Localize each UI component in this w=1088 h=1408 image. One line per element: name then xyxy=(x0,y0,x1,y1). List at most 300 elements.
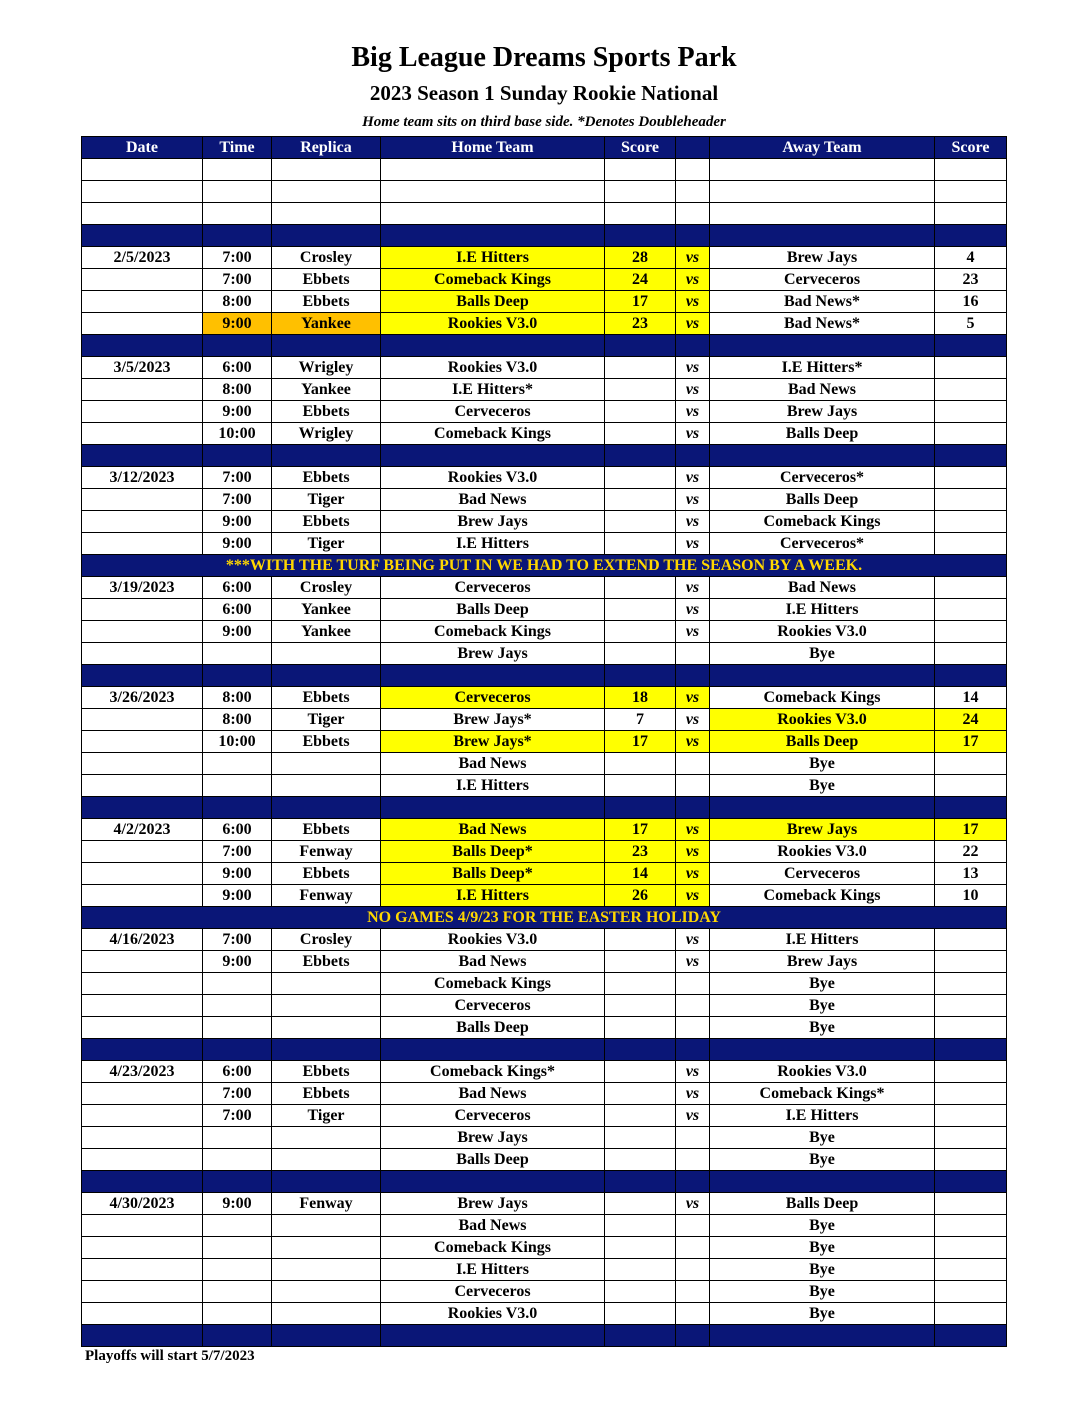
home-score-cell xyxy=(605,753,676,775)
away-team-cell: Comeback Kings xyxy=(710,885,935,907)
home-score-cell xyxy=(605,401,676,423)
home-team-cell: I.E Hitters xyxy=(381,1259,605,1281)
replica-cell xyxy=(272,1259,381,1281)
time-cell xyxy=(203,753,272,775)
separator-cell xyxy=(82,1171,203,1193)
away-team-cell: I.E Hitters* xyxy=(710,357,935,379)
game-row xyxy=(82,489,1007,511)
vs-cell: vs xyxy=(676,1193,710,1215)
vs-cell: vs xyxy=(676,269,710,291)
empty-cell xyxy=(935,181,1007,203)
empty-cell xyxy=(203,203,272,225)
home-score-cell: 23 xyxy=(605,841,676,863)
separator-cell xyxy=(605,665,676,687)
replica-cell: Tiger xyxy=(272,533,381,555)
separator-cell xyxy=(272,1325,381,1347)
separator-cell xyxy=(203,1039,272,1061)
vs-cell: vs xyxy=(676,1083,710,1105)
replica-cell: Ebbets xyxy=(272,401,381,423)
date-cell xyxy=(82,1303,203,1325)
away-score-cell xyxy=(935,1193,1007,1215)
away-team-cell: Cerveceros* xyxy=(710,533,935,555)
away-score-cell xyxy=(935,357,1007,379)
time-cell: 7:00 xyxy=(203,489,272,511)
date-cell xyxy=(82,1215,203,1237)
away-team-cell: Bye xyxy=(710,1127,935,1149)
section-separator xyxy=(82,797,1007,819)
section-separator xyxy=(82,665,1007,687)
home-score-cell xyxy=(605,1259,676,1281)
empty-cell xyxy=(605,203,676,225)
vs-cell: vs xyxy=(676,1105,710,1127)
vs-cell xyxy=(676,1149,710,1171)
away-score-cell: 10 xyxy=(935,885,1007,907)
home-team-cell: Balls Deep xyxy=(381,1017,605,1039)
vs-cell xyxy=(676,995,710,1017)
vs-cell xyxy=(676,643,710,665)
away-team-cell: Bye xyxy=(710,775,935,797)
separator-cell xyxy=(710,797,935,819)
game-row xyxy=(82,511,1007,533)
home-score-cell: 24 xyxy=(605,269,676,291)
replica-cell xyxy=(272,973,381,995)
away-team-cell: I.E Hitters xyxy=(710,929,935,951)
vs-cell: vs xyxy=(676,1061,710,1083)
away-score-cell: 23 xyxy=(935,269,1007,291)
replica-cell: Yankee xyxy=(272,379,381,401)
replica-cell: Fenway xyxy=(272,841,381,863)
vs-cell: vs xyxy=(676,731,710,753)
date-cell xyxy=(82,1237,203,1259)
time-cell xyxy=(203,1127,272,1149)
header-row xyxy=(82,137,1007,159)
time-cell: 9:00 xyxy=(203,401,272,423)
time-cell xyxy=(203,995,272,1017)
date-cell xyxy=(82,731,203,753)
replica-cell: Fenway xyxy=(272,885,381,907)
away-score-cell xyxy=(935,379,1007,401)
away-team-cell: Rookies V3.0 xyxy=(710,709,935,731)
replica-cell xyxy=(272,995,381,1017)
vs-cell: vs xyxy=(676,577,710,599)
home-team-cell: Balls Deep xyxy=(381,599,605,621)
away-score-cell: 13 xyxy=(935,863,1007,885)
separator-cell xyxy=(710,1171,935,1193)
away-team-cell: Cerveceros xyxy=(710,863,935,885)
away-score-cell xyxy=(935,1061,1007,1083)
date-cell xyxy=(82,489,203,511)
game-row xyxy=(82,423,1007,445)
empty-cell xyxy=(82,159,203,181)
separator-cell xyxy=(676,1039,710,1061)
away-team-cell: Balls Deep xyxy=(710,731,935,753)
time-cell xyxy=(203,1149,272,1171)
footer-note: Playoffs will start 5/7/2023 xyxy=(85,1348,255,1364)
home-score-cell xyxy=(605,1105,676,1127)
vs-cell xyxy=(676,973,710,995)
vs-cell: vs xyxy=(676,489,710,511)
game-row xyxy=(82,247,1007,269)
game-row xyxy=(82,621,1007,643)
separator-cell xyxy=(676,445,710,467)
time-cell: 7:00 xyxy=(203,247,272,269)
home-team-cell: Bad News xyxy=(381,819,605,841)
home-team-cell: Balls Deep xyxy=(381,1149,605,1171)
empty-cell xyxy=(710,181,935,203)
date-cell xyxy=(82,599,203,621)
empty-cell xyxy=(676,159,710,181)
announcement-row xyxy=(82,555,1007,577)
away-score-cell: 16 xyxy=(935,291,1007,313)
empty-cell xyxy=(935,203,1007,225)
page-title: Big League Dreams Sports Park xyxy=(351,42,737,73)
vs-cell: vs xyxy=(676,951,710,973)
vs-cell xyxy=(676,1017,710,1039)
separator-cell xyxy=(203,225,272,247)
vs-cell xyxy=(676,1303,710,1325)
separator-cell xyxy=(605,1171,676,1193)
home-score-cell: 17 xyxy=(605,731,676,753)
vs-cell: vs xyxy=(676,379,710,401)
away-team-cell: Bad News xyxy=(710,379,935,401)
date-cell xyxy=(82,1017,203,1039)
time-cell: 6:00 xyxy=(203,819,272,841)
time-cell: 7:00 xyxy=(203,1083,272,1105)
home-team-cell: I.E Hitters* xyxy=(381,379,605,401)
away-team-cell: Brew Jays xyxy=(710,951,935,973)
date-cell xyxy=(82,511,203,533)
separator-cell xyxy=(82,665,203,687)
vs-cell: vs xyxy=(676,863,710,885)
schedule-note: Home team sits on third base side. *Denotes Doubleheader xyxy=(362,114,726,130)
separator-cell xyxy=(935,1171,1007,1193)
home-team-cell: I.E Hitters xyxy=(381,775,605,797)
away-score-cell: 5 xyxy=(935,313,1007,335)
empty-cell xyxy=(605,159,676,181)
separator-cell xyxy=(676,1325,710,1347)
away-score-cell: 4 xyxy=(935,247,1007,269)
date-cell: 3/19/2023 xyxy=(82,577,203,599)
col-away-team: Away Team xyxy=(710,137,935,159)
separator-cell xyxy=(381,665,605,687)
date-cell xyxy=(82,753,203,775)
game-row xyxy=(82,577,1007,599)
away-team-cell: Bye xyxy=(710,995,935,1017)
replica-cell: Crosley xyxy=(272,247,381,269)
away-score-cell xyxy=(935,599,1007,621)
vs-cell xyxy=(676,1127,710,1149)
game-row xyxy=(82,1083,1007,1105)
game-row xyxy=(82,995,1007,1017)
away-team-cell: Bye xyxy=(710,753,935,775)
separator-cell xyxy=(203,1325,272,1347)
date-cell xyxy=(82,1127,203,1149)
away-team-cell: Balls Deep xyxy=(710,1193,935,1215)
separator-cell xyxy=(676,335,710,357)
replica-cell xyxy=(272,1237,381,1259)
home-team-cell: Brew Jays* xyxy=(381,709,605,731)
home-team-cell: Brew Jays xyxy=(381,511,605,533)
replica-cell: Crosley xyxy=(272,929,381,951)
replica-cell: Ebbets xyxy=(272,291,381,313)
separator-cell xyxy=(710,335,935,357)
away-team-cell: Bad News xyxy=(710,577,935,599)
away-score-cell: 22 xyxy=(935,841,1007,863)
empty-cell xyxy=(272,181,381,203)
replica-cell: Yankee xyxy=(272,621,381,643)
away-team-cell: Cerveceros xyxy=(710,269,935,291)
home-team-cell: Comeback Kings* xyxy=(381,1061,605,1083)
separator-cell xyxy=(605,1039,676,1061)
time-cell: 7:00 xyxy=(203,929,272,951)
away-team-cell: Bye xyxy=(710,1259,935,1281)
away-team-cell: Comeback Kings xyxy=(710,511,935,533)
game-row xyxy=(82,1127,1007,1149)
date-cell xyxy=(82,291,203,313)
away-team-cell: Balls Deep xyxy=(710,423,935,445)
home-score-cell xyxy=(605,577,676,599)
section-separator xyxy=(82,335,1007,357)
game-row xyxy=(82,357,1007,379)
separator-cell xyxy=(935,797,1007,819)
replica-cell xyxy=(272,1149,381,1171)
date-cell xyxy=(82,1281,203,1303)
game-row xyxy=(82,731,1007,753)
replica-cell: Yankee xyxy=(272,599,381,621)
separator-cell xyxy=(605,225,676,247)
replica-cell: Ebbets xyxy=(272,269,381,291)
home-score-cell xyxy=(605,423,676,445)
vs-cell: vs xyxy=(676,929,710,951)
game-row xyxy=(82,775,1007,797)
separator-cell xyxy=(381,225,605,247)
vs-cell: vs xyxy=(676,621,710,643)
game-row xyxy=(82,269,1007,291)
replica-cell xyxy=(272,643,381,665)
home-score-cell xyxy=(605,643,676,665)
away-score-cell xyxy=(935,1149,1007,1171)
home-team-cell: Cerveceros xyxy=(381,1281,605,1303)
vs-cell: vs xyxy=(676,313,710,335)
home-team-cell: Comeback Kings xyxy=(381,973,605,995)
away-team-cell: Bye xyxy=(710,1281,935,1303)
date-cell xyxy=(82,1083,203,1105)
home-score-cell xyxy=(605,1281,676,1303)
home-score-cell: 17 xyxy=(605,291,676,313)
game-row xyxy=(82,1281,1007,1303)
time-cell: 6:00 xyxy=(203,599,272,621)
date-cell xyxy=(82,775,203,797)
date-cell xyxy=(82,1149,203,1171)
away-score-cell xyxy=(935,401,1007,423)
game-row xyxy=(82,379,1007,401)
home-score-cell xyxy=(605,467,676,489)
home-score-cell: 28 xyxy=(605,247,676,269)
time-cell: 10:00 xyxy=(203,423,272,445)
separator-cell xyxy=(605,335,676,357)
home-score-cell xyxy=(605,379,676,401)
replica-cell xyxy=(272,775,381,797)
separator-cell xyxy=(605,797,676,819)
home-score-cell xyxy=(605,511,676,533)
date-cell: 3/26/2023 xyxy=(82,687,203,709)
time-cell xyxy=(203,1281,272,1303)
home-team-cell: Cerveceros xyxy=(381,995,605,1017)
away-score-cell: 17 xyxy=(935,819,1007,841)
home-team-cell: Comeback Kings xyxy=(381,423,605,445)
separator-cell xyxy=(935,1325,1007,1347)
replica-cell xyxy=(272,753,381,775)
vs-cell: vs xyxy=(676,291,710,313)
vs-cell: vs xyxy=(676,687,710,709)
empty-cell xyxy=(82,203,203,225)
vs-cell xyxy=(676,1259,710,1281)
date-cell: 4/23/2023 xyxy=(82,1061,203,1083)
time-cell: 7:00 xyxy=(203,467,272,489)
game-row xyxy=(82,467,1007,489)
home-team-cell: Comeback Kings xyxy=(381,621,605,643)
date-cell: 4/2/2023 xyxy=(82,819,203,841)
game-row xyxy=(82,599,1007,621)
date-cell xyxy=(82,533,203,555)
empty-cell xyxy=(203,181,272,203)
home-score-cell xyxy=(605,929,676,951)
home-team-cell: Rookies V3.0 xyxy=(381,313,605,335)
separator-cell xyxy=(381,1171,605,1193)
game-row xyxy=(82,841,1007,863)
vs-cell: vs xyxy=(676,247,710,269)
away-score-cell: 24 xyxy=(935,709,1007,731)
time-cell xyxy=(203,1017,272,1039)
home-score-cell xyxy=(605,1193,676,1215)
col-replica: Replica xyxy=(272,137,381,159)
away-team-cell: Brew Jays xyxy=(710,819,935,841)
separator-cell xyxy=(935,225,1007,247)
separator-cell xyxy=(272,797,381,819)
away-score-cell xyxy=(935,577,1007,599)
date-cell xyxy=(82,401,203,423)
separator-cell xyxy=(935,1039,1007,1061)
date-cell xyxy=(82,885,203,907)
home-team-cell: Balls Deep* xyxy=(381,863,605,885)
game-row xyxy=(82,291,1007,313)
time-cell: 8:00 xyxy=(203,291,272,313)
separator-cell xyxy=(710,665,935,687)
section-separator xyxy=(82,1039,1007,1061)
replica-cell: Wrigley xyxy=(272,357,381,379)
away-score-cell: 17 xyxy=(935,731,1007,753)
time-cell: 10:00 xyxy=(203,731,272,753)
game-row xyxy=(82,1105,1007,1127)
empty-cell xyxy=(272,159,381,181)
time-cell: 7:00 xyxy=(203,1105,272,1127)
separator-cell xyxy=(710,1325,935,1347)
away-score-cell xyxy=(935,489,1007,511)
separator-cell xyxy=(272,665,381,687)
date-cell xyxy=(82,841,203,863)
home-score-cell: 17 xyxy=(605,819,676,841)
time-cell: 9:00 xyxy=(203,951,272,973)
date-cell xyxy=(82,1259,203,1281)
vs-cell: vs xyxy=(676,599,710,621)
away-score-cell xyxy=(935,753,1007,775)
away-team-cell: Brew Jays xyxy=(710,401,935,423)
separator-cell xyxy=(676,225,710,247)
home-team-cell: Balls Deep xyxy=(381,291,605,313)
game-row xyxy=(82,709,1007,731)
game-row xyxy=(82,1303,1007,1325)
game-row xyxy=(82,1215,1007,1237)
home-team-cell: Rookies V3.0 xyxy=(381,929,605,951)
home-score-cell xyxy=(605,533,676,555)
date-cell xyxy=(82,973,203,995)
time-cell: 9:00 xyxy=(203,621,272,643)
game-row xyxy=(82,1017,1007,1039)
away-score-cell xyxy=(935,1127,1007,1149)
replica-cell: Tiger xyxy=(272,709,381,731)
separator-cell xyxy=(82,335,203,357)
empty-cell xyxy=(710,203,935,225)
separator-cell xyxy=(676,665,710,687)
away-team-cell: Bye xyxy=(710,973,935,995)
replica-cell xyxy=(272,1303,381,1325)
time-cell: 7:00 xyxy=(203,269,272,291)
home-team-cell: Rookies V3.0 xyxy=(381,467,605,489)
empty-cell xyxy=(676,203,710,225)
empty-cell xyxy=(605,181,676,203)
away-team-cell: Rookies V3.0 xyxy=(710,621,935,643)
empty-cell xyxy=(203,159,272,181)
game-row xyxy=(82,687,1007,709)
away-team-cell: I.E Hitters xyxy=(710,599,935,621)
replica-cell xyxy=(272,1017,381,1039)
replica-cell: Ebbets xyxy=(272,951,381,973)
game-row xyxy=(82,1149,1007,1171)
vs-cell: vs xyxy=(676,841,710,863)
replica-cell: Ebbets xyxy=(272,731,381,753)
separator-cell xyxy=(272,1039,381,1061)
home-score-cell xyxy=(605,1215,676,1237)
replica-cell: Crosley xyxy=(272,577,381,599)
home-score-cell xyxy=(605,1017,676,1039)
separator-cell xyxy=(935,335,1007,357)
game-row xyxy=(82,313,1007,335)
home-team-cell: Cerveceros xyxy=(381,401,605,423)
col-home-score: Score xyxy=(605,137,676,159)
home-score-cell xyxy=(605,621,676,643)
home-team-cell: Bad News xyxy=(381,1083,605,1105)
home-score-cell xyxy=(605,1149,676,1171)
vs-cell: vs xyxy=(676,709,710,731)
vs-cell xyxy=(676,1215,710,1237)
home-team-cell: Rookies V3.0 xyxy=(381,1303,605,1325)
replica-cell: Wrigley xyxy=(272,423,381,445)
separator-cell xyxy=(381,1325,605,1347)
date-cell: 4/30/2023 xyxy=(82,1193,203,1215)
vs-cell: vs xyxy=(676,511,710,533)
replica-cell: Tiger xyxy=(272,1105,381,1127)
away-score-cell xyxy=(935,533,1007,555)
schedule-body xyxy=(82,159,1007,1347)
replica-cell: Fenway xyxy=(272,1193,381,1215)
away-score-cell xyxy=(935,951,1007,973)
away-team-cell: Bye xyxy=(710,643,935,665)
game-row xyxy=(82,1237,1007,1259)
section-separator xyxy=(82,225,1007,247)
separator-cell xyxy=(710,1039,935,1061)
away-team-cell: Bye xyxy=(710,1215,935,1237)
home-score-cell xyxy=(605,357,676,379)
